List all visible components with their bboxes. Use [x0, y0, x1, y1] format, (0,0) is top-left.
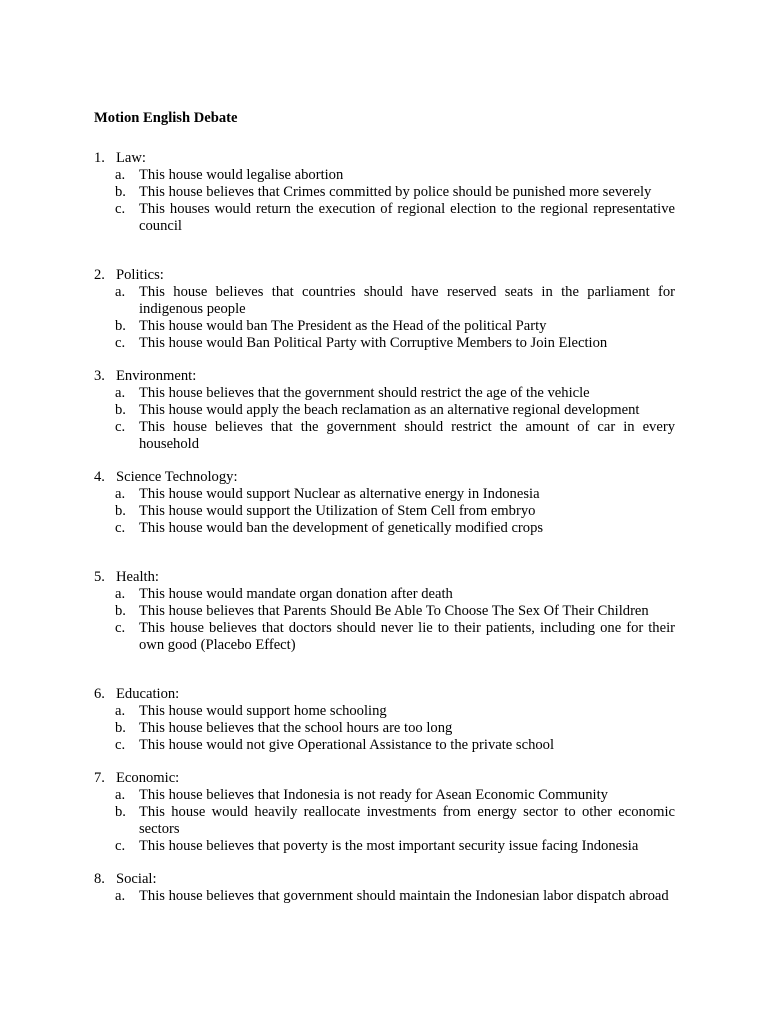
section-number: 5. — [94, 569, 105, 585]
item-letter: b. — [115, 318, 126, 334]
item-list — [115, 787, 675, 855]
list-item — [115, 284, 675, 318]
section-number: 8. — [94, 871, 105, 887]
section-heading — [94, 871, 157, 888]
item-list — [115, 586, 675, 654]
item-text: This house would support the Utilization of Stem Cell from embryo — [139, 503, 536, 519]
section-heading — [94, 150, 146, 167]
item-list — [115, 703, 675, 754]
section-title: Education: — [116, 686, 180, 702]
section-number: 2. — [94, 267, 105, 283]
item-text: This house would ban The President as the Head of the political Party — [139, 318, 547, 334]
section-heading — [94, 686, 179, 703]
item-letter: c. — [115, 419, 126, 435]
list-item — [115, 703, 675, 720]
item-letter: c. — [115, 520, 126, 536]
section-title: Social: — [116, 871, 157, 887]
section-number: 7. — [94, 770, 105, 786]
item-text: This house would legalise abortion — [139, 167, 344, 183]
section-number: 6. — [94, 686, 105, 702]
item-text: This house believes that the government should restrict the age of the vehicle — [139, 385, 590, 401]
item-text: This house believes that doctors should never lie to their patients, including one for their own good (Placebo Effect) — [139, 620, 675, 653]
item-text: This house believes that Parents Should Be Able To Choose The Sex Of Their Children — [139, 603, 649, 619]
page-title: Motion English Debate — [94, 110, 238, 126]
list-item — [115, 335, 675, 352]
item-letter: a. — [115, 284, 126, 300]
item-text: This house would Ban Political Party with Corruptive Members to Join Election — [139, 335, 608, 351]
item-text: This house would heavily reallocate investments from energy sector to other economic sectors — [139, 804, 675, 837]
item-text: This house would ban the development of genetically modified crops — [139, 520, 544, 536]
list-item — [115, 184, 675, 201]
list-item — [115, 486, 675, 503]
item-text: This house believes that Crimes committed by police should be punished more severely — [139, 184, 652, 200]
section-heading — [94, 267, 164, 284]
item-letter: a. — [115, 385, 126, 401]
item-text: This house believes that countries should have reserved seats in the parliament for indigenous people — [139, 284, 675, 317]
item-letter: c. — [115, 737, 126, 753]
item-letter: a. — [115, 167, 126, 183]
list-item — [115, 520, 675, 537]
list-item — [115, 318, 675, 335]
section-heading — [94, 368, 196, 385]
list-item — [115, 888, 675, 905]
item-letter: c. — [115, 838, 126, 854]
item-list — [115, 284, 675, 352]
section-title: Health: — [116, 569, 159, 585]
list-item — [115, 620, 675, 654]
section-title: Environment: — [116, 368, 197, 384]
item-letter: b. — [115, 402, 126, 418]
list-item — [115, 167, 675, 184]
item-text: This house believes that the school hours are too long — [139, 720, 453, 736]
section-heading — [94, 770, 179, 787]
item-list — [115, 167, 675, 235]
item-letter: a. — [115, 787, 126, 803]
section-title: Science Technology: — [116, 469, 238, 485]
section-title: Law: — [116, 150, 146, 166]
item-text: This house would apply the beach reclamation as an alternative regional development — [139, 402, 640, 418]
list-item — [115, 804, 675, 838]
section-heading — [94, 569, 159, 586]
list-item — [115, 603, 675, 620]
item-letter: a. — [115, 586, 126, 602]
item-list — [115, 486, 675, 537]
section-number: 1. — [94, 150, 105, 166]
list-item — [115, 838, 675, 855]
section-number: 3. — [94, 368, 105, 384]
item-letter: b. — [115, 503, 126, 519]
item-letter: b. — [115, 804, 126, 820]
item-letter: c. — [115, 620, 126, 636]
item-text: This house believes that poverty is the most important security issue facing Indonesia — [139, 838, 639, 854]
section-title: Politics: — [116, 267, 164, 283]
item-letter: a. — [115, 486, 126, 502]
list-item — [115, 720, 675, 737]
list-item — [115, 737, 675, 754]
item-text: This house would not give Operational Assistance to the private school — [139, 737, 555, 753]
item-text: This house believes that Indonesia is not ready for Asean Economic Community — [139, 787, 608, 803]
item-list — [115, 888, 675, 905]
item-letter: a. — [115, 888, 126, 904]
item-text: This house believes that government should maintain the Indonesian labor dispatch abroad — [139, 888, 669, 904]
list-item — [115, 402, 675, 419]
list-item — [115, 201, 675, 235]
list-item — [115, 419, 675, 453]
list-item — [115, 503, 675, 520]
section-title: Economic: — [116, 770, 180, 786]
item-letter: a. — [115, 703, 126, 719]
list-item — [115, 385, 675, 402]
item-text: This house would support home schooling — [139, 703, 387, 719]
item-letter: c. — [115, 201, 126, 217]
list-item — [115, 787, 675, 804]
item-letter: b. — [115, 184, 126, 200]
item-letter: b. — [115, 603, 126, 619]
section-number: 4. — [94, 469, 105, 485]
section-heading — [94, 469, 238, 486]
item-letter: b. — [115, 720, 126, 736]
item-text: This house believes that the government should restrict the amount of car in every household — [139, 419, 675, 452]
list-item — [115, 586, 675, 603]
item-text: This house would mandate organ donation after death — [139, 586, 453, 602]
item-letter: c. — [115, 335, 126, 351]
item-list — [115, 385, 675, 453]
item-text: This houses would return the execution of regional election to the regional representative council — [139, 201, 675, 234]
item-text: This house would support Nuclear as alternative energy in Indonesia — [139, 486, 540, 502]
